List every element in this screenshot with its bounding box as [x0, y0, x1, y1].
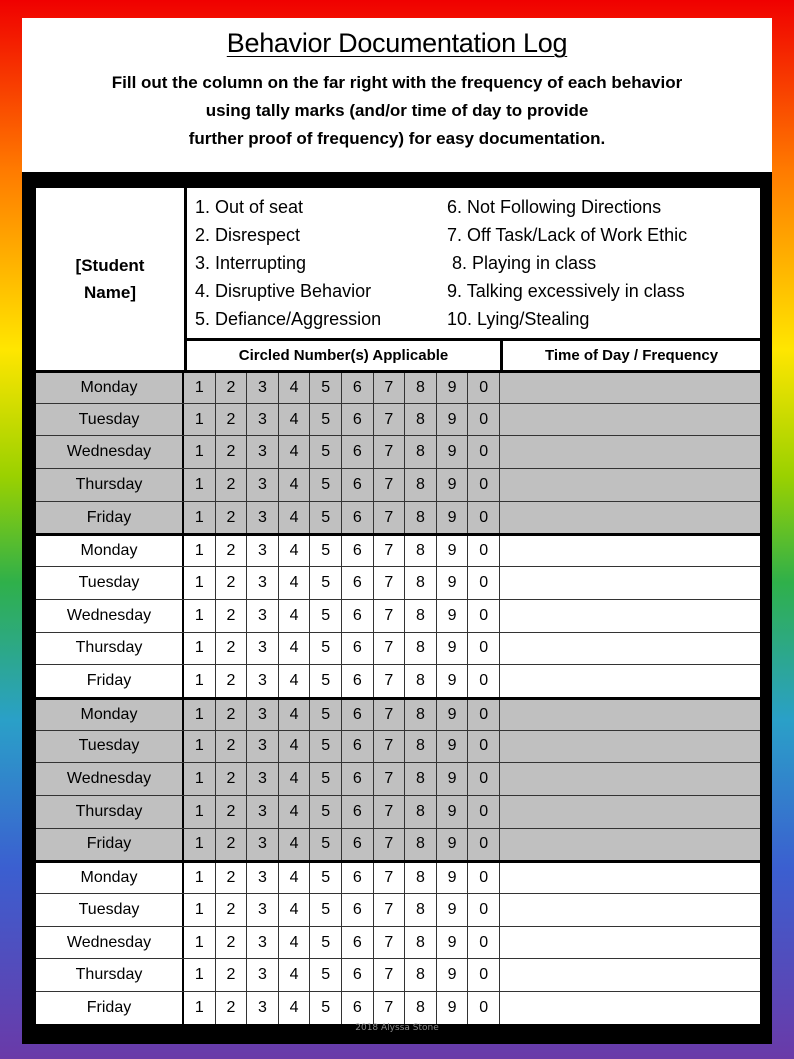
behavior-number-cell[interactable]: 1: [184, 829, 216, 861]
behavior-number-cell[interactable]: 1: [184, 665, 216, 697]
behavior-number-cell[interactable]: 9: [437, 665, 469, 697]
behavior-number-cell[interactable]: 1: [184, 567, 216, 599]
day-label: Tuesday: [36, 404, 184, 436]
behavior-number-cell[interactable]: 9: [437, 502, 469, 534]
behavior-number-cell[interactable]: 6: [342, 436, 374, 468]
frequency-cell[interactable]: [500, 436, 760, 468]
behavior-number-cell[interactable]: 7: [374, 436, 406, 468]
behavior-number-cell[interactable]: 9: [437, 863, 469, 893]
table-row: [36, 599, 760, 632]
behavior-number-cell[interactable]: 6: [342, 665, 374, 697]
behavior-number-cell[interactable]: 0: [468, 665, 500, 697]
behavior-number-cell[interactable]: 1: [184, 502, 216, 534]
behavior-number-cell[interactable]: 3: [247, 927, 279, 959]
credit: 2018 Alyssa Stone: [355, 1023, 439, 1033]
behavior-number-cell[interactable]: 3: [247, 763, 279, 795]
frequency-cell[interactable]: [500, 502, 760, 534]
behavior-number-cell[interactable]: 0: [468, 600, 500, 632]
table-row: [36, 468, 760, 501]
behavior-number-cell[interactable]: 6: [342, 600, 374, 632]
behavior-number-cell[interactable]: 5: [310, 763, 342, 795]
day-rows: [36, 370, 760, 1024]
behavior-number-cell[interactable]: 8: [405, 633, 437, 665]
behavior-number-cell[interactable]: 3: [247, 373, 279, 403]
behavior-number-cell[interactable]: 8: [405, 536, 437, 566]
behavior-number-cell[interactable]: 6: [342, 927, 374, 959]
behavior-number-cell[interactable]: 1: [184, 436, 216, 468]
behavior-number-cell[interactable]: 5: [310, 829, 342, 861]
table-row: [36, 501, 760, 534]
table-row: [36, 697, 760, 730]
behavior-number-cell[interactable]: 3: [247, 894, 279, 926]
behavior-item: 3. Interrupting: [195, 253, 307, 273]
frequency-cell[interactable]: [500, 373, 760, 403]
frequency-cell[interactable]: [500, 763, 760, 795]
behavior-number-cell[interactable]: 4: [279, 502, 311, 534]
behavior-number-cell[interactable]: 8: [405, 731, 437, 763]
day-label: Friday: [36, 665, 184, 697]
behavior-number-cell[interactable]: 9: [437, 469, 469, 501]
behavior-number-cell[interactable]: 5: [310, 927, 342, 959]
day-label: Wednesday: [36, 436, 184, 468]
behavior-number-cell[interactable]: 3: [247, 992, 279, 1024]
day-label: Friday: [36, 992, 184, 1024]
behavior-number-cell[interactable]: 4: [279, 894, 311, 926]
table-row: [36, 991, 760, 1024]
behavior-number-cell[interactable]: 6: [342, 536, 374, 566]
behavior-number-cell[interactable]: 6: [342, 894, 374, 926]
day-label: Thursday: [36, 633, 184, 665]
behavior-number-cell[interactable]: 3: [247, 633, 279, 665]
log-frame: [22, 172, 772, 1044]
table-row: [36, 632, 760, 665]
behavior-number-cell[interactable]: 5: [310, 731, 342, 763]
behavior-number-cell[interactable]: 7: [374, 894, 406, 926]
behavior-number-cell[interactable]: 3: [247, 536, 279, 566]
behavior-number-cell[interactable]: 7: [374, 829, 406, 861]
behavior-number-cell[interactable]: 8: [405, 863, 437, 893]
behavior-number-cell[interactable]: 1: [184, 633, 216, 665]
student-name-line: [Student: [75, 256, 145, 275]
behavior-number-cell[interactable]: 5: [310, 992, 342, 1024]
behavior-number-cell[interactable]: 9: [437, 567, 469, 599]
table-row: [36, 730, 760, 763]
log-table: [36, 188, 760, 1024]
instruction-line: using tally marks (and/or time of day to provide: [205, 101, 589, 120]
frequency-cell[interactable]: [500, 633, 760, 665]
behavior-number-cell[interactable]: 7: [374, 404, 406, 436]
behavior-number-cell[interactable]: 5: [310, 700, 342, 730]
day-label: Thursday: [36, 469, 184, 501]
behavior-item: 9. Talking excessively in class: [447, 281, 685, 301]
behavior-number-cell[interactable]: 7: [374, 992, 406, 1024]
behavior-number-cell[interactable]: 6: [342, 863, 374, 893]
behavior-number-cell[interactable]: 3: [247, 700, 279, 730]
behavior-number-cell[interactable]: 4: [279, 600, 311, 632]
behavior-number-cell[interactable]: 5: [310, 665, 342, 697]
behavior-number-cell[interactable]: 7: [374, 731, 406, 763]
behavior-item: 4. Disruptive Behavior: [195, 281, 372, 301]
table-row: [36, 533, 760, 566]
behavior-number-cell[interactable]: 7: [374, 863, 406, 893]
behavior-number-cell[interactable]: 3: [247, 665, 279, 697]
day-label: Wednesday: [36, 927, 184, 959]
behavior-number-cell[interactable]: 6: [342, 502, 374, 534]
behavior-number-cell[interactable]: 3: [247, 959, 279, 991]
behavior-number-cell[interactable]: 0: [468, 700, 500, 730]
behavior-number-cell[interactable]: 2: [216, 796, 248, 828]
behavior-number-cell[interactable]: 8: [405, 959, 437, 991]
frequency-cell[interactable]: [500, 829, 760, 861]
day-label: Wednesday: [36, 600, 184, 632]
behavior-number-cell[interactable]: 4: [279, 436, 311, 468]
table-row: [36, 566, 760, 599]
behavior-number-cell[interactable]: 7: [374, 927, 406, 959]
behavior-number-cell[interactable]: 4: [279, 927, 311, 959]
behavior-number-cell[interactable]: 0: [468, 536, 500, 566]
frequency-cell[interactable]: [500, 894, 760, 926]
behavior-item: 8. Playing in class: [447, 253, 597, 273]
circled-numbers-header: Circled Number(s) Applicable: [187, 341, 500, 370]
frequency-cell[interactable]: [500, 567, 760, 599]
behavior-number-cell[interactable]: 3: [247, 731, 279, 763]
behavior-number-cell[interactable]: 0: [468, 829, 500, 861]
behavior-number-cell[interactable]: 2: [216, 894, 248, 926]
behavior-number-cell[interactable]: 3: [247, 469, 279, 501]
behavior-number-cell[interactable]: 0: [468, 927, 500, 959]
frequency-cell[interactable]: [500, 536, 760, 566]
behavior-number-cell[interactable]: 4: [279, 796, 311, 828]
behavior-number-cell[interactable]: 2: [216, 404, 248, 436]
behavior-number-cell[interactable]: 9: [437, 536, 469, 566]
behavior-number-cell[interactable]: 0: [468, 992, 500, 1024]
behavior-number-cell[interactable]: 2: [216, 469, 248, 501]
day-label: Tuesday: [36, 894, 184, 926]
behavior-number-cell[interactable]: 8: [405, 600, 437, 632]
behavior-number-cell[interactable]: 2: [216, 436, 248, 468]
behavior-number-cell[interactable]: 0: [468, 796, 500, 828]
behavior-number-cell[interactable]: 6: [342, 763, 374, 795]
behavior-number-cell[interactable]: 3: [247, 404, 279, 436]
day-label: Tuesday: [36, 731, 184, 763]
behavior-number-cell[interactable]: 8: [405, 469, 437, 501]
behavior-number-cell[interactable]: 1: [184, 373, 216, 403]
header: [22, 18, 772, 172]
behavior-item: 7. Off Task/Lack of Work Ethic: [447, 225, 688, 245]
behavior-number-cell[interactable]: 0: [468, 633, 500, 665]
behavior-number-cell[interactable]: 5: [310, 436, 342, 468]
behavior-number-cell[interactable]: 4: [279, 373, 311, 403]
behavior-number-cell[interactable]: 8: [405, 700, 437, 730]
day-label: Thursday: [36, 796, 184, 828]
behavior-number-cell[interactable]: 5: [310, 502, 342, 534]
behavior-number-cell[interactable]: 4: [279, 567, 311, 599]
behavior-number-cell[interactable]: 9: [437, 796, 469, 828]
behavior-number-cell[interactable]: 9: [437, 731, 469, 763]
behavior-number-cell[interactable]: 2: [216, 502, 248, 534]
behavior-number-cell[interactable]: 7: [374, 796, 406, 828]
behavior-number-cell[interactable]: 7: [374, 536, 406, 566]
behavior-number-cell[interactable]: 6: [342, 373, 374, 403]
behavior-number-cell[interactable]: 9: [437, 633, 469, 665]
behavior-number-cell[interactable]: 2: [216, 863, 248, 893]
behavior-number-cell[interactable]: 6: [342, 469, 374, 501]
behavior-number-cell[interactable]: 5: [310, 796, 342, 828]
behavior-number-cell[interactable]: 8: [405, 992, 437, 1024]
behavior-number-cell[interactable]: 4: [279, 700, 311, 730]
frequency-cell[interactable]: [500, 863, 760, 893]
table-row: [36, 762, 760, 795]
behavior-number-cell[interactable]: 7: [374, 763, 406, 795]
behavior-number-cell[interactable]: 4: [279, 959, 311, 991]
behavior-number-cell[interactable]: 1: [184, 731, 216, 763]
behavior-number-cell[interactable]: 0: [468, 436, 500, 468]
behavior-number-cell[interactable]: 0: [468, 404, 500, 436]
behavior-number-cell[interactable]: 8: [405, 567, 437, 599]
behavior-number-cell[interactable]: 2: [216, 731, 248, 763]
frequency-cell[interactable]: [500, 796, 760, 828]
behavior-number-cell[interactable]: 6: [342, 992, 374, 1024]
behavior-number-cell[interactable]: 7: [374, 633, 406, 665]
behavior-number-cell[interactable]: 9: [437, 763, 469, 795]
behavior-number-cell[interactable]: 1: [184, 927, 216, 959]
behavior-number-cell[interactable]: 4: [279, 829, 311, 861]
behavior-number-cell[interactable]: 9: [437, 700, 469, 730]
page-title: Behavior Documentation Log: [226, 28, 568, 58]
behavior-number-cell[interactable]: 0: [468, 373, 500, 403]
behavior-number-cell[interactable]: 8: [405, 927, 437, 959]
behavior-number-cell[interactable]: 5: [310, 567, 342, 599]
behavior-number-cell[interactable]: 9: [437, 959, 469, 991]
table-row: [36, 664, 760, 697]
behavior-number-cell[interactable]: 1: [184, 992, 216, 1024]
behavior-number-cell[interactable]: 7: [374, 469, 406, 501]
behavior-number-cell[interactable]: 2: [216, 633, 248, 665]
behavior-number-cell[interactable]: 1: [184, 404, 216, 436]
behavior-number-cell[interactable]: 8: [405, 665, 437, 697]
behavior-number-cell[interactable]: 2: [216, 959, 248, 991]
behavior-number-cell[interactable]: 6: [342, 829, 374, 861]
behavior-number-cell[interactable]: 5: [310, 469, 342, 501]
behavior-number-cell[interactable]: 3: [247, 436, 279, 468]
behavior-number-cell[interactable]: 0: [468, 469, 500, 501]
frequency-cell[interactable]: [500, 469, 760, 501]
behavior-number-cell[interactable]: 8: [405, 436, 437, 468]
behavior-number-cell[interactable]: 7: [374, 665, 406, 697]
behavior-number-cell[interactable]: 7: [374, 567, 406, 599]
behavior-number-cell[interactable]: 0: [468, 567, 500, 599]
table-row: [36, 926, 760, 959]
behavior-number-cell[interactable]: 3: [247, 863, 279, 893]
behavior-number-cell[interactable]: 5: [310, 633, 342, 665]
behavior-number-cell[interactable]: 3: [247, 829, 279, 861]
behavior-number-cell[interactable]: 6: [342, 731, 374, 763]
behavior-number-cell[interactable]: 4: [279, 469, 311, 501]
behavior-number-cell[interactable]: 8: [405, 404, 437, 436]
behavior-number-cell[interactable]: 5: [310, 894, 342, 926]
behavior-item: 1. Out of seat: [195, 197, 304, 217]
day-label: Monday: [36, 700, 184, 730]
behavior-number-cell[interactable]: 3: [247, 796, 279, 828]
behavior-item: 2. Disrespect: [195, 225, 301, 245]
instruction-line: Fill out the column on the far right with the frequency of each behavior: [111, 73, 683, 92]
day-label: Monday: [36, 373, 184, 403]
behavior-number-cell[interactable]: 5: [310, 404, 342, 436]
behavior-number-cell[interactable]: 2: [216, 373, 248, 403]
behavior-number-cell[interactable]: 8: [405, 502, 437, 534]
day-label: Monday: [36, 863, 184, 893]
behavior-number-cell[interactable]: 3: [247, 502, 279, 534]
behavior-number-cell[interactable]: 0: [468, 894, 500, 926]
instruction-line: further proof of frequency) for easy documentation.: [188, 129, 606, 148]
behavior-number-cell[interactable]: 4: [279, 633, 311, 665]
behavior-number-cell[interactable]: 2: [216, 567, 248, 599]
frequency-header: Time of Day / Frequency: [503, 341, 760, 370]
behavior-number-cell[interactable]: 1: [184, 894, 216, 926]
day-label: Wednesday: [36, 763, 184, 795]
behavior-number-cell[interactable]: 9: [437, 992, 469, 1024]
behavior-number-cell[interactable]: 8: [405, 763, 437, 795]
table-row: [36, 828, 760, 861]
student-name-line: Name]: [84, 283, 136, 302]
behavior-number-cell[interactable]: 4: [279, 992, 311, 1024]
behavior-number-cell[interactable]: 1: [184, 469, 216, 501]
day-label: Friday: [36, 829, 184, 861]
behavior-number-cell[interactable]: 3: [247, 600, 279, 632]
behavior-number-cell[interactable]: 7: [374, 600, 406, 632]
behavior-number-cell[interactable]: 2: [216, 927, 248, 959]
behavior-number-cell[interactable]: 0: [468, 863, 500, 893]
behavior-number-cell[interactable]: 1: [184, 959, 216, 991]
behavior-number-cell[interactable]: 7: [374, 959, 406, 991]
frequency-cell[interactable]: [500, 927, 760, 959]
behavior-number-cell[interactable]: 8: [405, 373, 437, 403]
behavior-number-cell[interactable]: 2: [216, 829, 248, 861]
student-name-field[interactable]: [36, 188, 184, 370]
table-row: [36, 893, 760, 926]
behavior-number-cell[interactable]: 0: [468, 959, 500, 991]
behavior-number-cell[interactable]: 2: [216, 536, 248, 566]
table-row: [36, 958, 760, 991]
behavior-legend: [187, 188, 760, 338]
behavior-number-cell[interactable]: 6: [342, 700, 374, 730]
behavior-number-cell[interactable]: 9: [437, 829, 469, 861]
behavior-item: 6. Not Following Directions: [447, 197, 662, 217]
frequency-cell[interactable]: [500, 731, 760, 763]
instructions: [22, 69, 772, 153]
behavior-number-cell[interactable]: 4: [279, 404, 311, 436]
behavior-number-cell[interactable]: 2: [216, 600, 248, 632]
behavior-number-cell[interactable]: 6: [342, 404, 374, 436]
frequency-cell[interactable]: [500, 665, 760, 697]
behavior-number-cell[interactable]: 2: [216, 665, 248, 697]
behavior-number-cell[interactable]: 2: [216, 763, 248, 795]
behavior-number-cell[interactable]: 9: [437, 404, 469, 436]
behavior-number-cell[interactable]: 1: [184, 763, 216, 795]
behavior-number-cell[interactable]: 1: [184, 700, 216, 730]
behavior-number-cell[interactable]: 6: [342, 959, 374, 991]
day-label: Thursday: [36, 959, 184, 991]
day-label: Friday: [36, 502, 184, 534]
behavior-number-cell[interactable]: 5: [310, 536, 342, 566]
behavior-number-cell[interactable]: 4: [279, 863, 311, 893]
behavior-number-cell[interactable]: 5: [310, 600, 342, 632]
behavior-number-cell[interactable]: 9: [437, 436, 469, 468]
behavior-number-cell[interactable]: 6: [342, 796, 374, 828]
frequency-cell[interactable]: [500, 959, 760, 991]
behavior-number-cell[interactable]: 6: [342, 633, 374, 665]
behavior-number-cell[interactable]: 1: [184, 796, 216, 828]
behavior-number-cell[interactable]: 4: [279, 731, 311, 763]
behavior-number-cell[interactable]: 0: [468, 763, 500, 795]
behavior-number-cell[interactable]: 9: [437, 894, 469, 926]
day-label: Tuesday: [36, 567, 184, 599]
behavior-item: 10. Lying/Stealing: [447, 309, 590, 329]
frequency-cell[interactable]: [500, 700, 760, 730]
behavior-item: 5. Defiance/Aggression: [195, 309, 382, 329]
behavior-number-cell[interactable]: 1: [184, 863, 216, 893]
frequency-cell[interactable]: [500, 404, 760, 436]
behavior-number-cell[interactable]: 9: [437, 600, 469, 632]
day-label: Monday: [36, 536, 184, 566]
behavior-number-cell[interactable]: 8: [405, 894, 437, 926]
frequency-cell[interactable]: [500, 992, 760, 1024]
behavior-number-cell[interactable]: 5: [310, 959, 342, 991]
behavior-number-cell[interactable]: 1: [184, 536, 216, 566]
behavior-number-cell[interactable]: 7: [374, 700, 406, 730]
behavior-number-cell[interactable]: 4: [279, 763, 311, 795]
behavior-number-cell[interactable]: 9: [437, 373, 469, 403]
behavior-number-cell[interactable]: 7: [374, 502, 406, 534]
behavior-number-cell[interactable]: 5: [310, 373, 342, 403]
table-row: [36, 860, 760, 893]
behavior-number-cell[interactable]: 0: [468, 731, 500, 763]
behavior-number-cell[interactable]: 5: [310, 863, 342, 893]
behavior-number-cell[interactable]: 4: [279, 536, 311, 566]
behavior-number-cell[interactable]: 0: [468, 502, 500, 534]
behavior-number-cell[interactable]: 3: [247, 567, 279, 599]
behavior-number-cell[interactable]: 7: [374, 373, 406, 403]
behavior-number-cell[interactable]: 8: [405, 829, 437, 861]
table-row: [36, 403, 760, 436]
table-row: [36, 435, 760, 468]
behavior-number-cell[interactable]: 9: [437, 927, 469, 959]
behavior-number-cell[interactable]: 2: [216, 992, 248, 1024]
frequency-cell[interactable]: [500, 600, 760, 632]
behavior-number-cell[interactable]: 1: [184, 600, 216, 632]
behavior-number-cell[interactable]: 2: [216, 700, 248, 730]
table-row: [36, 795, 760, 828]
behavior-number-cell[interactable]: 6: [342, 567, 374, 599]
table-row: [36, 370, 760, 403]
behavior-number-cell[interactable]: 4: [279, 665, 311, 697]
behavior-number-cell[interactable]: 8: [405, 796, 437, 828]
